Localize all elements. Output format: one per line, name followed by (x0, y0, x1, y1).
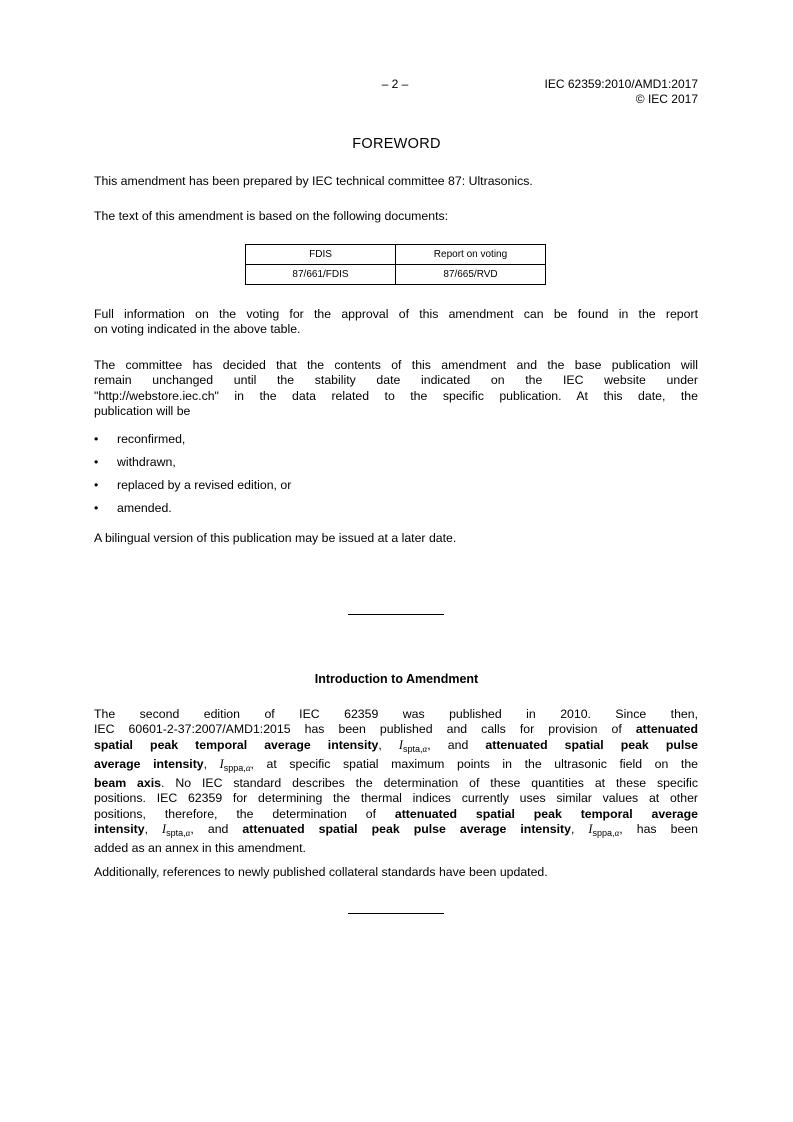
document-reference (545, 77, 698, 107)
symbol-I-spta: I (162, 822, 167, 837)
intro-title: Introduction to Amendment (314, 672, 479, 686)
divider (348, 614, 444, 615)
foreword-para-1: This amendment has been prepared by IEC technical committee 87: Ultrasonics. (94, 174, 533, 188)
foreword-para-4: The committee has decided that the contents of this amendment and the base publication will remain unchanged until the stability date indicated on the IEC website under "http://webstore.iec.ch" in the data related to the specific publication. At this date, the publication will be (94, 358, 698, 418)
table-header-report: Report on voting (396, 245, 546, 265)
list-item: • replaced by a revised edition, or (94, 478, 292, 492)
symbol-I-sppa: I (588, 822, 593, 837)
bullet: • (94, 455, 99, 469)
foreword-para-2: The text of this amendment is based on the following documents: (94, 209, 449, 223)
intro-para-1: The second edition of IEC 62359 was published in 2010. Since then, IEC 60601-2-37:2007/AMD1:2015 has been published and calls for provision of attenuated spatial peak temporal average intensity, $I_{spta,\alpha}$, and attenuated spatial peak pulse average intensity, $I_{sppa,\alpha}$, at specific spatial maximum points in the ultrasonic field on the beam axis. No IEC standard describes the determination of these quantities at these specific positions. IEC 62359 for determining the thermal indices currently uses similar values at other positions, therefore, the determination of attenuated spatial peak temporal average intensity, $I_{spta,\alpha}$, and attenuated spatial peak pulse average intensity, $I_{sppa,\alpha}$, has been added as an annex in this amendment. (94, 707, 698, 856)
bullet: • (94, 478, 99, 492)
table-header-fdis: FDIS (246, 245, 396, 265)
list-item: • reconfirmed, (94, 432, 186, 446)
symbol-I-sppa: I (219, 756, 224, 771)
bullet: • (94, 501, 99, 515)
foreword-para-5: A bilingual version of this publication may be issued at a later date. (94, 531, 457, 545)
page-number: – 2 – (381, 77, 409, 91)
symbol-I-spta: I (398, 737, 404, 752)
table-row (246, 265, 546, 285)
copyright: © IEC 2017 (635, 92, 698, 106)
table-cell-rvd: 87/665/RVD (396, 265, 546, 285)
voting-table (245, 244, 546, 285)
list-item: • amended. (94, 501, 172, 515)
bullet: • (94, 432, 99, 446)
doc-ref: IEC 62359:2010/AMD1:2017 (544, 77, 698, 91)
status-list (94, 432, 291, 524)
foreword-title: FOREWORD (352, 136, 441, 152)
foreword-para-3: Full information on the voting for the approval of this amendment can be found in the report on voting indicated in the above table. (94, 307, 698, 337)
table-header-row (246, 245, 546, 265)
list-item: • withdrawn, (94, 455, 176, 469)
divider (348, 913, 444, 914)
table-cell-fdis: 87/661/FDIS (246, 265, 396, 285)
intro-para-2: Additionally, references to newly published collateral standards have been updated. (94, 865, 548, 879)
